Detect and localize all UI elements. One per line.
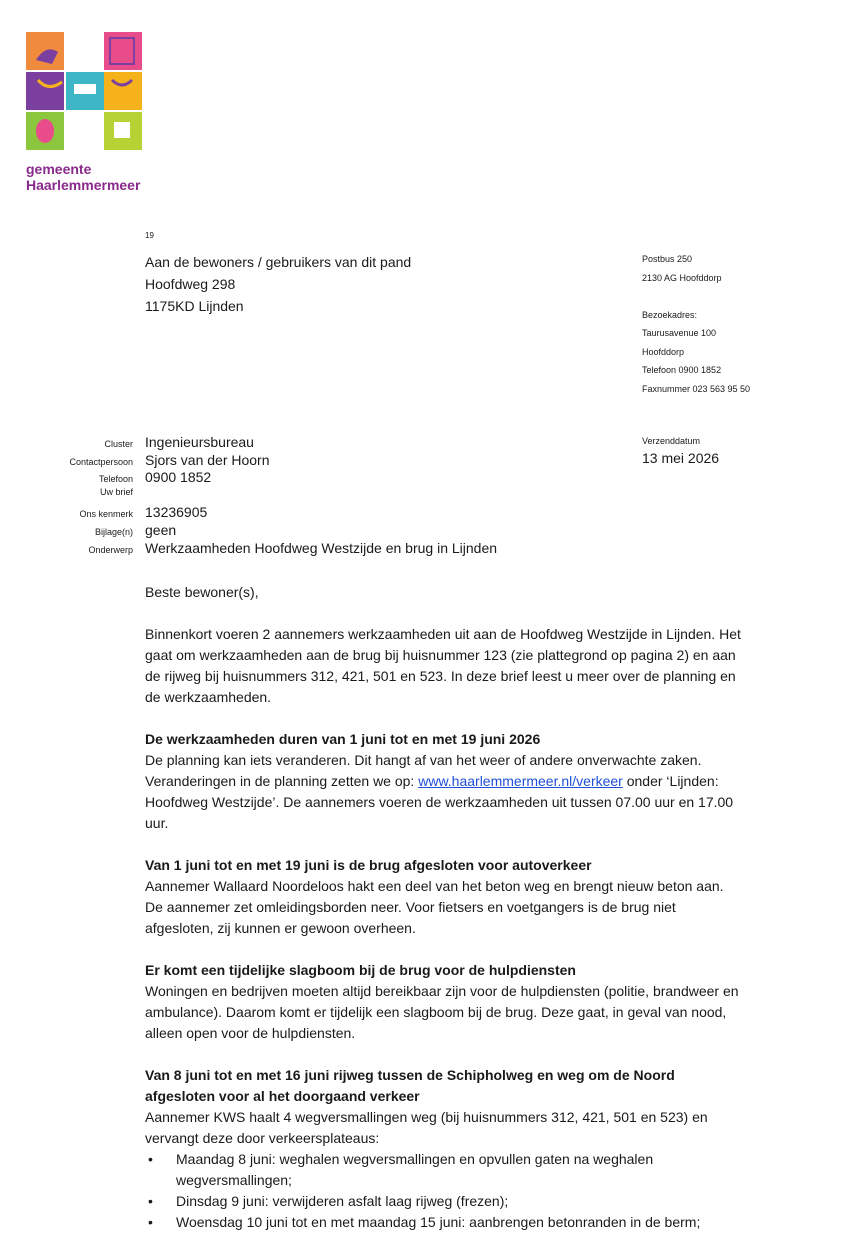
send-date-label: Verzenddatum <box>642 436 701 446</box>
meta-row-reference <box>30 504 497 522</box>
sender-postcode: 2130 AG Hoofddorp <box>642 272 722 283</box>
recipient-line-1: Aan de bewoners / gebruikers van dit pand <box>145 254 412 270</box>
municipality-name <box>26 161 140 193</box>
meta-value: Werkzaamheden Hoofdweg Westzijde en brug in Lijnden <box>145 539 498 556</box>
sender-city: Hoofddorp <box>642 346 685 357</box>
recipient-address <box>145 251 411 317</box>
sender-fax: Faxnummer 023 563 95 50 <box>642 383 751 394</box>
send-date-value: 13 mei 2026 <box>642 450 720 466</box>
section-text: Aannemer KWS haalt 4 wegversmallingen weg (bij huisnummers 312, 421, 501 en 523) en vervangt deze door verkeersplateaus: <box>145 1109 708 1146</box>
meta-value: Sjors van der Hoorn <box>145 451 270 468</box>
meta-row-contact <box>30 452 497 470</box>
section-text: Aannemer Wallaard Noordeloos hakt een deel van het beton weg en brengt nieuw beton aan. De aannemer zet omleidingsborden neer. Voor fietsers en voetgangers is de brug niet afgesloten, zij kunnen er gewoon overheen. <box>145 878 724 936</box>
meta-row-subject <box>30 540 497 558</box>
list-item: • Woensdag 10 juni tot en met maandag 15 juni: aanbrengen betonranden in de berm; <box>176 1212 745 1233</box>
section-text-part: onder ‘Lijnden: Hoofdweg Westzijde’. De aannemers voeren de werkzaamheden uit tussen 07.00 uur en 17.00 uur. <box>145 773 734 831</box>
meta-row-attachments <box>30 522 497 540</box>
sender-address <box>642 250 750 398</box>
section-text-part: De planning kan iets veranderen. Dit hangt af van het weer of andere onverwachte zaken. Veranderingen in de planning zetten we op: <box>145 752 702 789</box>
meta-row-your-letter <box>30 487 497 505</box>
meta-value: 0900 1852 <box>145 469 212 486</box>
sender-visit-label: Bezoekadres: <box>642 309 698 320</box>
list-item: • Maandag 8 juni: weghalen wegversmallingen en opvullen gaten na weghalen wegversmallingen; <box>176 1149 745 1191</box>
meta-label: Uw brief <box>99 486 133 497</box>
greeting: Beste bewoner(s), <box>145 584 259 600</box>
meta-value: Ingenieursbureau <box>145 434 254 450</box>
section-text: Woningen en bedrijven moeten altijd bereikbaar zijn voor de hulpdiensten (politie, brandweer en ambulance). Daarom komt er tijdelijk een slagboom bij de brug. Deze gaat, in geval van nood, alleen open voor de hulpdiensten. <box>145 983 739 1041</box>
letter-body <box>145 582 745 1233</box>
meta-label: Telefoon <box>98 474 133 485</box>
recipient-line-2: Hoofdweg 298 <box>145 276 236 292</box>
recipient-line-3: 1175KD Lijnden <box>145 298 244 314</box>
section-text <box>145 750 745 834</box>
brand-line-2: Haarlemmermeer <box>26 177 141 193</box>
meta-label: Ons kenmerk <box>79 509 133 520</box>
meta-row-cluster <box>30 434 497 452</box>
meta-value: 13236905 <box>145 504 208 521</box>
send-date <box>642 434 719 468</box>
meta-label: Contactpersoon <box>69 456 133 467</box>
letter-metadata <box>30 434 497 557</box>
intro-paragraph: Binnenkort voeren 2 aannemers werkzaamheden uit aan de Hoofdweg Westzijde in Lijnden. Het gaat om werkzaamheden aan de brug bij huisnummer 123 (zie plattegrond op pagina 2) en aan de rijweg bij huisnummers 312, 421, 501 en 523. In deze brief leest u meer over de planning en de werkzaamheden. <box>145 626 741 705</box>
work-schedule-list <box>145 1149 745 1233</box>
logo-emblem-icon <box>26 32 144 150</box>
meta-label: Cluster <box>104 439 133 449</box>
traffic-link[interactable]: www.haarlemmermeer.nl/verkeer <box>418 773 623 789</box>
section-title: Van 8 juni tot en met 16 juni rijweg tussen de Schipholweg en weg om de Noord afgesloten voor al het doorgaand verkeer <box>145 1067 675 1104</box>
municipality-logo <box>26 32 144 150</box>
section-title: Van 1 juni tot en met 19 juni is de brug afgesloten voor autoverkeer <box>145 857 592 873</box>
meta-label: Onderwerp <box>88 544 133 555</box>
brand-line-1: gemeente <box>26 161 92 177</box>
meta-row-phone <box>30 469 497 487</box>
list-item: • Dinsdag 9 juni: verwijderen asfalt laag rijweg (frezen); <box>176 1191 745 1212</box>
letter-reference-number: 19 <box>145 231 154 240</box>
section-title: Er komt een tijdelijke slagboom bij de brug voor de hulpdiensten <box>145 962 576 978</box>
sender-postbus: Postbus 250 <box>642 254 693 264</box>
section-title: De werkzaamheden duren van 1 juni tot en met 19 juni 2026 <box>145 731 541 747</box>
meta-value: geen <box>145 521 177 538</box>
sender-street: Taurusavenue 100 <box>642 328 717 338</box>
sender-phone: Telefoon 0900 1852 <box>642 365 722 375</box>
meta-label: Bijlage(n) <box>94 526 133 537</box>
